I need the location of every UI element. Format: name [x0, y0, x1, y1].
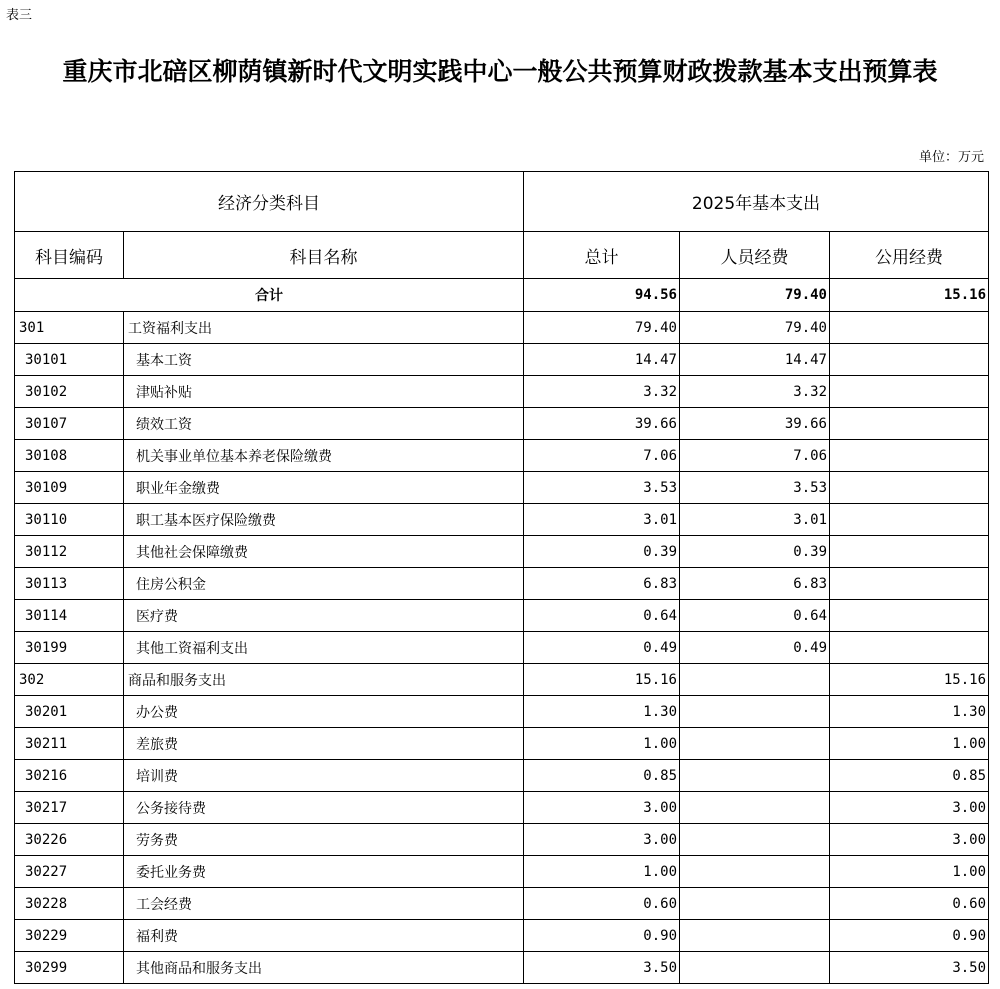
- row-public: 0.60: [830, 888, 989, 920]
- table-row: [15, 664, 989, 696]
- row-public: 3.00: [830, 792, 989, 824]
- row-name: 委托业务费: [124, 856, 524, 888]
- row-total: 0.49: [524, 632, 680, 664]
- row-name: 福利费: [124, 920, 524, 952]
- table-row: [15, 760, 989, 792]
- table-row: [15, 504, 989, 536]
- table-row: [15, 568, 989, 600]
- row-name: 劳务费: [124, 824, 524, 856]
- total-personnel: 79.40: [680, 279, 830, 312]
- row-personnel: [680, 824, 830, 856]
- row-total: 3.00: [524, 792, 680, 824]
- row-code: 30216: [15, 760, 124, 792]
- table-row: [15, 536, 989, 568]
- table-row: [15, 344, 989, 376]
- row-name: 工会经费: [124, 888, 524, 920]
- row-code: 30226: [15, 824, 124, 856]
- table-row: [15, 792, 989, 824]
- total-label: 合计: [15, 279, 524, 312]
- row-total: 39.66: [524, 408, 680, 440]
- row-personnel: [680, 696, 830, 728]
- row-public: [830, 600, 989, 632]
- row-name: 其他商品和服务支出: [124, 952, 524, 984]
- row-name: 其他工资福利支出: [124, 632, 524, 664]
- row-name: 职工基本医疗保险缴费: [124, 504, 524, 536]
- row-personnel: [680, 952, 830, 984]
- row-personnel: 7.06: [680, 440, 830, 472]
- table-row: [15, 888, 989, 920]
- row-name: 培训费: [124, 760, 524, 792]
- row-code: 302: [15, 664, 124, 696]
- row-total: 0.90: [524, 920, 680, 952]
- header-personnel: 人员经费: [680, 232, 830, 279]
- header-name: 科目名称: [124, 232, 524, 279]
- row-code: 30114: [15, 600, 124, 632]
- unit-label: 单位：万元: [918, 150, 984, 165]
- row-name: 其他社会保障缴费: [124, 536, 524, 568]
- table-row: [15, 440, 989, 472]
- table-row: [15, 696, 989, 728]
- row-total: 7.06: [524, 440, 680, 472]
- row-code: 30211: [15, 728, 124, 760]
- row-code: 301: [15, 312, 124, 344]
- row-code: 30107: [15, 408, 124, 440]
- row-public: [830, 504, 989, 536]
- row-public: 0.90: [830, 920, 989, 952]
- row-personnel: 39.66: [680, 408, 830, 440]
- row-personnel: [680, 792, 830, 824]
- row-code: 30110: [15, 504, 124, 536]
- row-personnel: 0.49: [680, 632, 830, 664]
- total-sum: 94.56: [524, 279, 680, 312]
- row-personnel: [680, 856, 830, 888]
- row-total: 15.16: [524, 664, 680, 696]
- row-total: 3.53: [524, 472, 680, 504]
- row-public: 1.30: [830, 696, 989, 728]
- total-public: 15.16: [830, 279, 989, 312]
- row-public: [830, 568, 989, 600]
- row-personnel: [680, 888, 830, 920]
- table-row: [15, 408, 989, 440]
- row-total: 0.64: [524, 600, 680, 632]
- row-personnel: [680, 728, 830, 760]
- total-row: [15, 279, 989, 312]
- table-number-label: 表三: [6, 8, 33, 23]
- row-personnel: 6.83: [680, 568, 830, 600]
- row-name: 基本工资: [124, 344, 524, 376]
- row-code: 30101: [15, 344, 124, 376]
- row-code: 30108: [15, 440, 124, 472]
- row-personnel: [680, 664, 830, 696]
- row-total: 3.32: [524, 376, 680, 408]
- row-personnel: 0.64: [680, 600, 830, 632]
- row-total: 6.83: [524, 568, 680, 600]
- row-total: 1.00: [524, 856, 680, 888]
- header-total: 总计: [524, 232, 680, 279]
- row-public: 15.16: [830, 664, 989, 696]
- row-code: 30102: [15, 376, 124, 408]
- row-name: 医疗费: [124, 600, 524, 632]
- table-row: [15, 856, 989, 888]
- row-name: 办公费: [124, 696, 524, 728]
- row-public: [830, 632, 989, 664]
- row-public: 3.00: [830, 824, 989, 856]
- table-row: [15, 632, 989, 664]
- row-code: 30227: [15, 856, 124, 888]
- row-code: 30217: [15, 792, 124, 824]
- row-name: 机关事业单位基本养老保险缴费: [124, 440, 524, 472]
- table-row: [15, 824, 989, 856]
- row-code: 30229: [15, 920, 124, 952]
- row-public: [830, 536, 989, 568]
- row-personnel: [680, 760, 830, 792]
- row-public: [830, 344, 989, 376]
- header-code: 科目编码: [15, 232, 124, 279]
- row-public: [830, 312, 989, 344]
- row-public: [830, 376, 989, 408]
- row-public: [830, 408, 989, 440]
- row-public: [830, 472, 989, 504]
- row-total: 0.60: [524, 888, 680, 920]
- table-row: [15, 920, 989, 952]
- row-public: 1.00: [830, 856, 989, 888]
- row-name: 差旅费: [124, 728, 524, 760]
- row-name: 公务接待费: [124, 792, 524, 824]
- table-row: [15, 312, 989, 344]
- row-code: 30113: [15, 568, 124, 600]
- row-total: 0.39: [524, 536, 680, 568]
- row-code: 30201: [15, 696, 124, 728]
- row-total: 0.85: [524, 760, 680, 792]
- budget-table: [14, 171, 989, 984]
- row-name: 住房公积金: [124, 568, 524, 600]
- row-name: 职业年金缴费: [124, 472, 524, 504]
- table-row: [15, 952, 989, 984]
- row-public: [830, 440, 989, 472]
- table-row: [15, 472, 989, 504]
- row-total: 1.00: [524, 728, 680, 760]
- row-name: 工资福利支出: [124, 312, 524, 344]
- table-row: [15, 600, 989, 632]
- row-personnel: [680, 920, 830, 952]
- row-name: 商品和服务支出: [124, 664, 524, 696]
- table-row: [15, 728, 989, 760]
- row-code: 30109: [15, 472, 124, 504]
- row-public: 1.00: [830, 728, 989, 760]
- row-personnel: 0.39: [680, 536, 830, 568]
- row-code: 30228: [15, 888, 124, 920]
- row-total: 3.50: [524, 952, 680, 984]
- row-name: 津贴补贴: [124, 376, 524, 408]
- row-public: 0.85: [830, 760, 989, 792]
- header-basic-expense: 2025年基本支出: [524, 172, 989, 232]
- row-code: 30199: [15, 632, 124, 664]
- row-public: 3.50: [830, 952, 989, 984]
- row-total: 1.30: [524, 696, 680, 728]
- row-code: 30112: [15, 536, 124, 568]
- row-total: 79.40: [524, 312, 680, 344]
- header-public: 公用经费: [830, 232, 989, 279]
- header-economic-category: 经济分类科目: [15, 172, 524, 232]
- row-name: 绩效工资: [124, 408, 524, 440]
- row-total: 14.47: [524, 344, 680, 376]
- row-code: 30299: [15, 952, 124, 984]
- row-personnel: 3.32: [680, 376, 830, 408]
- row-personnel: 3.01: [680, 504, 830, 536]
- table-row: [15, 376, 989, 408]
- row-personnel: 3.53: [680, 472, 830, 504]
- row-personnel: 14.47: [680, 344, 830, 376]
- page-title: 重庆市北碚区柳荫镇新时代文明实践中心一般公共预算财政拨款基本支出预算表: [62, 57, 938, 86]
- row-total: 3.01: [524, 504, 680, 536]
- row-total: 3.00: [524, 824, 680, 856]
- row-personnel: 79.40: [680, 312, 830, 344]
